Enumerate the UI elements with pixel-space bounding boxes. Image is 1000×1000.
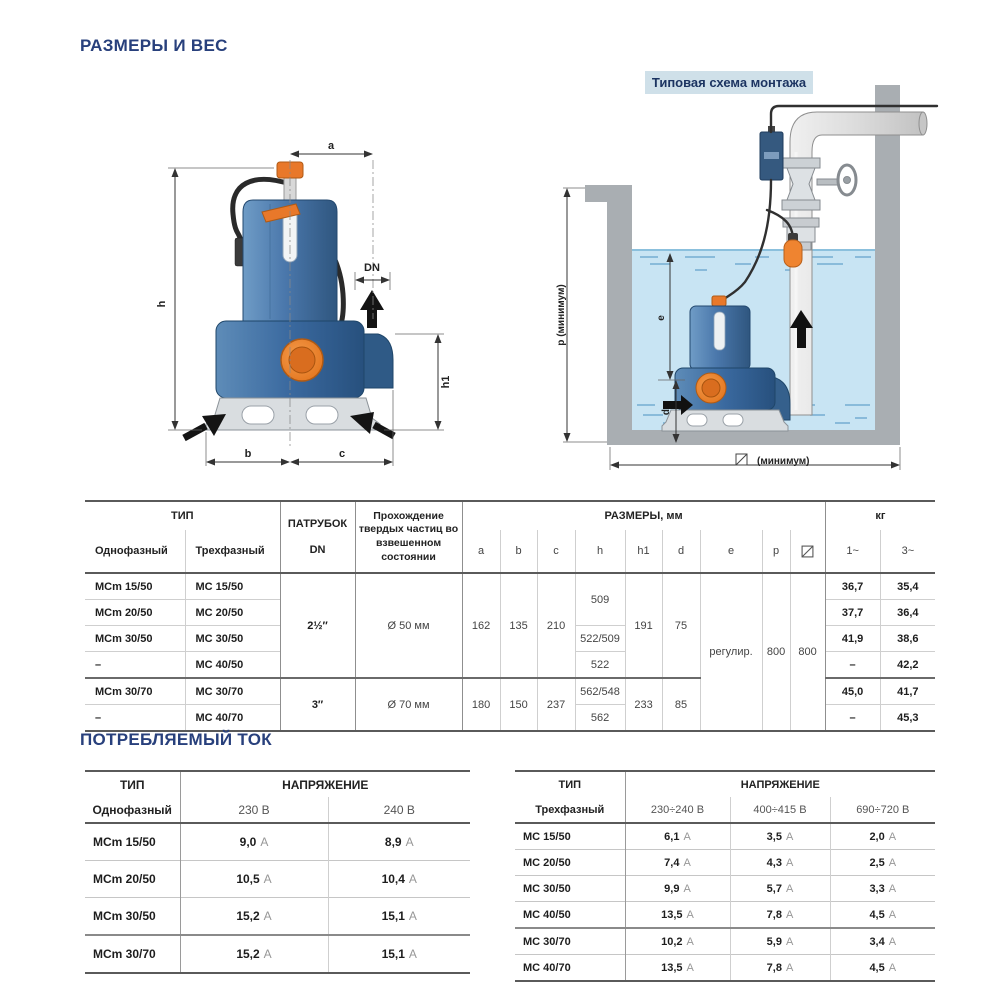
table-subheader-row [515, 797, 935, 823]
table-row [85, 935, 470, 973]
value-cell [180, 823, 328, 861]
amp-unit: A [785, 961, 794, 974]
amp-unit: A [260, 835, 269, 849]
col-header-b: b [500, 530, 537, 573]
pump-base-slot [687, 414, 707, 426]
dim-cell: 800 [790, 573, 825, 731]
table-row [85, 898, 470, 936]
diagonal-square-icon [801, 545, 814, 558]
amp-unit: A [888, 856, 897, 869]
amp-unit: A [785, 908, 794, 921]
model-cell: MCm 30/50 [85, 898, 180, 936]
dim-cell: 562/548 [575, 678, 625, 705]
dimensions-weight-table [85, 500, 935, 732]
amp-unit: A [888, 908, 897, 921]
value-cell [180, 935, 328, 973]
dim-cell: 135 [500, 573, 537, 678]
amp-value: 6,1 [664, 830, 680, 843]
dn-cell: 3″ [280, 678, 355, 731]
table-row [515, 955, 935, 982]
table-header-row [515, 771, 935, 797]
amp-unit: A [785, 856, 794, 869]
col-header-voltage: НАПРЯЖЕНИЕ [282, 777, 369, 792]
value-cell [328, 898, 470, 936]
model-cell: MC 40/70 [185, 705, 280, 732]
col-header-c: c [537, 530, 575, 573]
pump-port-inner [702, 379, 720, 397]
dim-label-h1: h1 [440, 375, 452, 389]
dim-label-c: c [338, 448, 346, 460]
col-header-sizes: РАЗМЕРЫ, мм [462, 501, 825, 530]
dim-label-b: b [244, 448, 252, 460]
model-cell: MC 15/50 [185, 573, 280, 600]
model-cell: MCm 30/50 [85, 626, 185, 652]
pipe-label: ПАТРУБОК [287, 517, 348, 530]
model-cell: MCm 30/70 [85, 935, 180, 973]
amp-value: 8,9 [384, 835, 402, 849]
amp-unit: A [888, 961, 897, 974]
col-header-h: h [575, 530, 625, 573]
dim-label-p-min: p (минимум) [556, 284, 567, 346]
section-title-current: ПОТРЕБЛЯЕМЫЙ ТОК [80, 730, 272, 749]
amp-value: 3,3 [869, 882, 885, 895]
model-cell: MC 40/50 [515, 902, 625, 929]
amp-value: 10,4 [381, 872, 405, 886]
model-cell: MC 30/70 [185, 678, 280, 705]
col-header-230v: 230 В [180, 797, 328, 823]
value-cell [625, 850, 730, 876]
dim-label-min: (минимум) [757, 456, 810, 467]
amp-value: 10,2 [661, 935, 683, 948]
amp-unit: A [686, 935, 694, 948]
col-header-kg: кг [825, 501, 935, 530]
dim-cell: 509 [575, 573, 625, 626]
amp-value: 7,8 [766, 908, 782, 921]
value-cell [180, 898, 328, 936]
col-header-mono: Однофазный [85, 530, 185, 573]
amp-unit: A [408, 947, 417, 961]
dim-cell: 800 [762, 573, 790, 731]
value-cell [180, 861, 328, 898]
amp-value: 2,5 [869, 856, 885, 869]
model-cell: MC 30/70 [515, 928, 625, 955]
value-cell [730, 823, 830, 850]
col-header-phase: Однофазный [85, 797, 180, 823]
value-cell [625, 955, 730, 982]
value-cell [625, 928, 730, 955]
float-switch [784, 240, 802, 267]
dim-cell: 75 [662, 573, 700, 678]
table-row [85, 573, 935, 600]
dim-cell: 162 [462, 573, 500, 678]
value-cell [830, 928, 935, 955]
amp-unit: A [263, 909, 272, 923]
dim-label-a: a [327, 140, 335, 152]
table-subheader-row [85, 797, 470, 823]
current-table-three-phase [515, 770, 935, 982]
amp-value: 9,9 [664, 882, 680, 895]
gate-valve [782, 158, 856, 210]
table-row [515, 876, 935, 902]
amp-value: 9,0 [239, 835, 257, 849]
model-cell: MC 20/50 [515, 850, 625, 876]
model-cell: MCm 20/50 [85, 600, 185, 626]
value-cell [625, 876, 730, 902]
amp-unit: A [686, 961, 694, 974]
amp-unit: A [785, 830, 794, 843]
dim-cell: 191 [625, 573, 662, 678]
amp-unit: A [263, 947, 272, 961]
pump-base-slot [723, 414, 743, 426]
dim-cell: 522 [575, 652, 625, 679]
dim-cell: 210 [537, 573, 575, 678]
model-cell: MCm 30/70 [85, 678, 185, 705]
amp-unit: A [405, 835, 414, 849]
model-cell: MC 30/50 [515, 876, 625, 902]
solids-cell: Ø 50 мм [355, 573, 462, 678]
control-box-band [764, 152, 779, 159]
amp-value: 13,5 [661, 908, 683, 921]
weight-cell: 38,6 [880, 626, 935, 652]
dim-cell: 150 [500, 678, 537, 731]
section-title-dimensions: РАЗМЕРЫ И ВЕС [80, 36, 228, 55]
col-header-voltage: НАПРЯЖЕНИЕ [740, 778, 820, 791]
col-header-pipe [280, 501, 355, 573]
current-table-single-phase [85, 770, 470, 974]
value-cell [830, 823, 935, 850]
col-header-230-240v: 230÷240 В [625, 797, 730, 823]
col-header-diagonal-square [790, 530, 825, 573]
model-cell: MCm 15/50 [85, 823, 180, 861]
value-cell [328, 823, 470, 861]
weight-cell: – [825, 705, 880, 732]
amp-unit: A [888, 882, 897, 895]
col-header-three: Трехфазный [185, 530, 280, 573]
discharge-spout [364, 334, 393, 388]
strainer-base [206, 398, 380, 430]
weight-cell: 45,0 [825, 678, 880, 705]
amp-value: 2,0 [869, 830, 885, 843]
table-row [515, 823, 935, 850]
amp-value: 15,2 [236, 947, 260, 961]
col-header-a: a [462, 530, 500, 573]
amp-unit: A [888, 830, 897, 843]
value-cell [830, 876, 935, 902]
amp-unit: A [686, 908, 694, 921]
col-header-690-720v: 690÷720 В [830, 797, 935, 823]
value-cell [830, 955, 935, 982]
amp-unit: A [888, 935, 897, 948]
amp-value: 15,1 [381, 947, 405, 961]
col-header-3ph: 3~ [880, 530, 935, 573]
value-cell [730, 876, 830, 902]
col-header-240v: 240 В [328, 797, 470, 823]
model-cell: MC 40/70 [515, 955, 625, 982]
table-subheader-row [85, 530, 935, 573]
model-cell: MCm 20/50 [85, 861, 180, 898]
pump-dimension-drawing [150, 114, 480, 488]
amp-value: 4,3 [766, 856, 782, 869]
strainer-slot [242, 406, 274, 424]
value-cell [830, 850, 935, 876]
weight-cell: 37,7 [825, 600, 880, 626]
value-cell [730, 902, 830, 929]
model-cell: – [85, 652, 185, 679]
value-cell [830, 902, 935, 929]
amp-value: 10,5 [236, 872, 260, 886]
table-row [85, 861, 470, 898]
amp-value: 3,4 [869, 935, 885, 948]
amp-value: 15,2 [236, 909, 260, 923]
amp-unit: A [263, 872, 272, 886]
amp-unit: A [683, 882, 691, 895]
dim-cell: регулир. [700, 573, 762, 731]
model-cell: MC 40/50 [185, 652, 280, 679]
dim-label-h: h [156, 300, 168, 308]
amp-value: 5,7 [766, 882, 782, 895]
pump-handle-slot [714, 312, 725, 350]
table-row [515, 850, 935, 876]
amp-unit: A [683, 856, 691, 869]
solids-cell: Ø 70 мм [355, 678, 462, 731]
value-cell [730, 850, 830, 876]
dn-cell: 2½″ [280, 573, 355, 678]
table-row [515, 928, 935, 955]
weight-cell: 35,4 [880, 573, 935, 600]
value-cell [625, 902, 730, 929]
col-header-p: p [762, 530, 790, 573]
value-cell [730, 955, 830, 982]
value-cell [328, 861, 470, 898]
value-cell [730, 928, 830, 955]
pump-cap [712, 296, 726, 306]
pipe-dn-label: DN [309, 544, 326, 556]
weight-cell: 45,3 [880, 705, 935, 732]
weight-cell: 41,9 [825, 626, 880, 652]
table-header-row [85, 501, 935, 530]
col-header-type: ТИП [170, 510, 194, 522]
amp-value: 15,1 [381, 909, 405, 923]
schema-title: Типовая схема монтажа [645, 71, 813, 94]
value-cell [328, 935, 470, 973]
col-header-e: e [700, 530, 762, 573]
model-cell: – [85, 705, 185, 732]
diagonal-square-icon [736, 454, 747, 465]
weight-cell: 36,4 [880, 600, 935, 626]
pipe-outlet-end [919, 112, 927, 135]
col-header-phase: Трехфазный [515, 797, 625, 823]
dim-cell: 562 [575, 705, 625, 732]
strainer-slot [306, 406, 338, 424]
dim-cell: 237 [537, 678, 575, 731]
dim-label-dn: DN [364, 262, 380, 274]
col-header-400-415v: 400÷415 В [730, 797, 830, 823]
dim-cell: 180 [462, 678, 500, 731]
model-cell: MCm 15/50 [95, 580, 153, 593]
solids-label: Прохождение твердых частиц во взвешенном состоянии [358, 509, 459, 563]
dim-cell: 85 [662, 678, 700, 731]
dim-label-e: e [656, 315, 667, 321]
amp-value: 7,8 [766, 961, 782, 974]
model-cell: MC 30/50 [185, 626, 280, 652]
weight-cell: – [825, 652, 880, 679]
model-cell: MC 20/50 [185, 600, 280, 626]
amp-value: 4,5 [869, 908, 885, 921]
weight-cell: 42,2 [880, 652, 935, 679]
dim-cell: 233 [625, 678, 662, 731]
table-header-row [85, 771, 470, 797]
col-header-solids [355, 501, 462, 573]
installation-schema-drawing [555, 60, 945, 480]
amp-unit: A [408, 909, 417, 923]
col-header-type: ТИП [85, 771, 180, 797]
amp-unit: A [408, 872, 417, 886]
value-cell [625, 823, 730, 850]
table-row [515, 902, 935, 929]
amp-unit: A [785, 935, 794, 948]
col-header-1ph: 1~ [825, 530, 880, 573]
col-header-d: d [662, 530, 700, 573]
amp-value: 5,9 [766, 935, 782, 948]
dim-cell: 522/509 [575, 626, 625, 652]
amp-value: 13,5 [661, 961, 683, 974]
weight-cell: 36,7 [825, 573, 880, 600]
amp-unit: A [785, 882, 794, 895]
model-cell: MC 15/50 [515, 823, 625, 850]
weight-cell: 41,7 [880, 678, 935, 705]
dim-label-d: d [661, 408, 672, 416]
table-row [85, 823, 470, 861]
col-header-h1: h1 [625, 530, 662, 573]
col-header-type: ТИП [515, 771, 625, 797]
amp-value: 7,4 [664, 856, 680, 869]
outlet-flow-arrow [360, 290, 384, 328]
inspection-port-inner [289, 347, 315, 373]
amp-value: 3,5 [766, 830, 782, 843]
amp-unit: A [683, 830, 691, 843]
amp-value: 4,5 [869, 961, 885, 974]
